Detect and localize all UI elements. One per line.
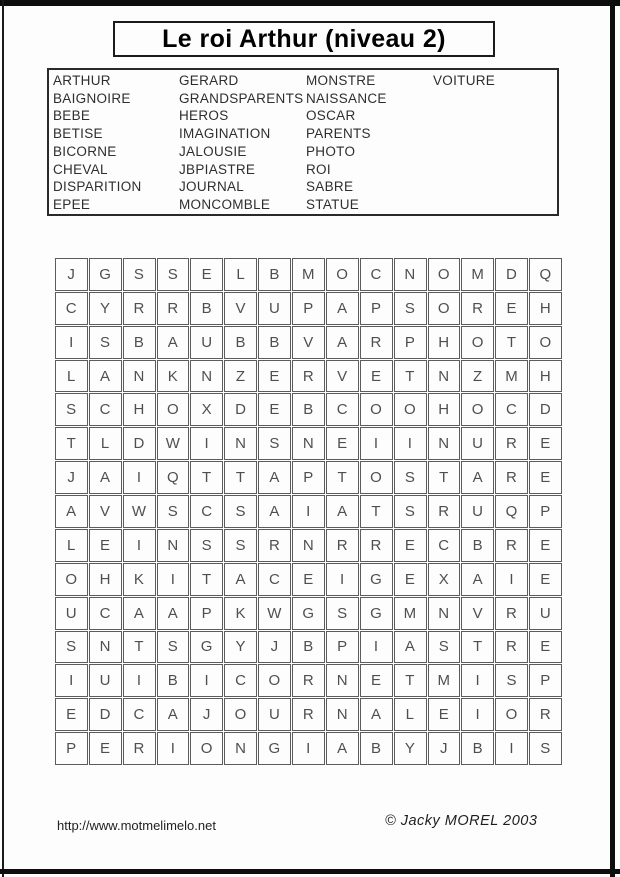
word-list-item: BEBE <box>53 108 91 124</box>
word-list-item: GRANDSPARENTS <box>179 90 304 106</box>
grid-cell: J <box>258 631 291 664</box>
word-list-item: VOITURE <box>433 73 496 88</box>
word-list-item: PHOTO <box>306 143 356 159</box>
grid-cell: S <box>326 597 359 630</box>
grid-cell: I <box>292 732 325 765</box>
grid-cell: O <box>55 563 88 596</box>
grid-cell: D <box>89 698 122 731</box>
grid-cell: G <box>89 258 122 291</box>
grid-cell: A <box>89 461 122 494</box>
grid-cell: R <box>157 292 190 325</box>
grid-cell: T <box>190 563 223 596</box>
grid-cell: K <box>123 563 156 596</box>
grid-cell: E <box>394 563 427 596</box>
grid-cell: R <box>360 326 393 359</box>
grid-cell: R <box>292 664 325 697</box>
grid-cell: I <box>123 461 156 494</box>
grid-cell: N <box>394 258 427 291</box>
grid-cell: T <box>461 631 494 664</box>
grid-cell: A <box>360 698 393 731</box>
grid-cell: I <box>55 664 88 697</box>
grid-cell: R <box>123 732 156 765</box>
grid-cell: D <box>123 427 156 460</box>
grid-cell: J <box>55 258 88 291</box>
grid-cell: B <box>292 631 325 664</box>
grid-cell: R <box>123 292 156 325</box>
grid-cell: A <box>326 326 359 359</box>
grid-cell: B <box>123 326 156 359</box>
grid-cell: A <box>157 597 190 630</box>
grid-cell: N <box>123 360 156 393</box>
grid-cell: D <box>495 258 528 291</box>
grid-cell: A <box>394 631 427 664</box>
grid-cell: X <box>428 563 461 596</box>
grid-cell: M <box>495 360 528 393</box>
grid-cell: R <box>529 698 562 731</box>
grid-cell: B <box>461 529 494 562</box>
grid-cell: C <box>224 664 257 697</box>
grid-cell: B <box>360 732 393 765</box>
grid-cell: U <box>258 698 291 731</box>
grid-cell: P <box>292 461 325 494</box>
grid-cell: Z <box>461 360 494 393</box>
grid-cell: T <box>190 461 223 494</box>
grid-cell: M <box>428 664 461 697</box>
grid-cell: R <box>495 461 528 494</box>
grid-cell: R <box>292 360 325 393</box>
grid-cell: E <box>258 393 291 426</box>
grid-cell: O <box>428 292 461 325</box>
grid-cell: A <box>258 461 291 494</box>
grid-cell: A <box>224 563 257 596</box>
grid-cell: I <box>292 495 325 528</box>
grid-cell: S <box>394 495 427 528</box>
grid-cell: S <box>224 495 257 528</box>
grid-cell: A <box>55 495 88 528</box>
grid-cell: Y <box>224 631 257 664</box>
grid-cell: E <box>55 698 88 731</box>
grid-cell: E <box>190 258 223 291</box>
grid-cell: U <box>461 427 494 460</box>
grid-cell: P <box>292 292 325 325</box>
grid-cell: V <box>224 292 257 325</box>
word-list-item: ARTHUR <box>53 73 111 88</box>
grid-cell: R <box>360 529 393 562</box>
grid-cell: A <box>89 360 122 393</box>
word-list-item: STATUE <box>306 196 360 212</box>
grid-cell: Y <box>394 732 427 765</box>
grid-cell: M <box>394 597 427 630</box>
grid-cell: A <box>461 563 494 596</box>
grid-cell: T <box>394 664 427 697</box>
grid-cell: G <box>190 631 223 664</box>
grid-cell: Q <box>157 461 190 494</box>
word-list-box <box>47 68 559 216</box>
page-border-left <box>2 0 4 877</box>
grid-cell: G <box>292 597 325 630</box>
grid-cell: S <box>89 326 122 359</box>
grid-cell: S <box>258 427 291 460</box>
word-list-item: DISPARITION <box>53 179 142 195</box>
grid-cell: B <box>157 664 190 697</box>
grid-cell: C <box>89 597 122 630</box>
grid-cell: J <box>55 461 88 494</box>
word-list-column-1 <box>53 72 179 214</box>
grid-cell: S <box>495 664 528 697</box>
grid-cell: B <box>461 732 494 765</box>
page-title: Le roi Arthur (niveau 2) <box>162 24 446 53</box>
grid-cell: V <box>292 326 325 359</box>
grid-cell: U <box>258 292 291 325</box>
grid-cell: H <box>428 326 461 359</box>
grid-cell: C <box>55 292 88 325</box>
grid-cell: H <box>89 563 122 596</box>
grid-cell: D <box>224 393 257 426</box>
grid-cell: O <box>495 698 528 731</box>
grid-cell: C <box>123 698 156 731</box>
grid-cell: T <box>394 360 427 393</box>
word-list-item: NAISSANCE <box>306 90 387 106</box>
grid-cell: O <box>461 393 494 426</box>
grid-cell: H <box>123 393 156 426</box>
grid-cell: S <box>529 732 562 765</box>
grid-cell: S <box>190 529 223 562</box>
grid-cell: S <box>394 292 427 325</box>
grid-cell: Z <box>224 360 257 393</box>
grid-cell: M <box>461 258 494 291</box>
grid-cell: R <box>495 597 528 630</box>
grid-cell: E <box>360 664 393 697</box>
grid-cell: N <box>292 529 325 562</box>
grid-cell: R <box>495 529 528 562</box>
grid-cell: N <box>157 529 190 562</box>
word-list-item: BAIGNOIRE <box>53 90 131 106</box>
grid-cell: I <box>157 563 190 596</box>
word-list-item: MONCOMBLE <box>179 196 271 212</box>
footer-url: http://www.motmelimelo.net <box>57 818 216 833</box>
grid-cell: P <box>190 597 223 630</box>
grid-cell: P <box>394 326 427 359</box>
grid-cell: E <box>89 732 122 765</box>
grid-cell: K <box>157 360 190 393</box>
grid-cell: O <box>360 393 393 426</box>
grid-cell: U <box>89 664 122 697</box>
grid-cell: P <box>529 664 562 697</box>
word-list-column-2 <box>179 72 306 214</box>
grid-cell: J <box>428 732 461 765</box>
grid-cell: B <box>258 258 291 291</box>
grid-cell: O <box>258 664 291 697</box>
grid-cell: Y <box>89 292 122 325</box>
grid-cell: A <box>461 461 494 494</box>
grid-cell: E <box>360 360 393 393</box>
grid-cell: R <box>258 529 291 562</box>
grid-cell: S <box>157 258 190 291</box>
grid-cell: N <box>326 698 359 731</box>
footer-copyright: © Jacky MOREL 2003 <box>385 813 538 829</box>
grid-cell: I <box>190 427 223 460</box>
word-list-column-3 <box>306 72 433 214</box>
grid-cell: U <box>190 326 223 359</box>
grid-cell: U <box>529 597 562 630</box>
grid-cell: E <box>326 427 359 460</box>
grid-cell: H <box>529 360 562 393</box>
grid-cell: S <box>224 529 257 562</box>
grid-cell: C <box>326 393 359 426</box>
grid-cell: E <box>394 529 427 562</box>
grid-cell: T <box>428 461 461 494</box>
grid-cell: E <box>529 563 562 596</box>
grid-cell: J <box>190 698 223 731</box>
grid-cell: N <box>292 427 325 460</box>
grid-cell: S <box>157 631 190 664</box>
grid-cell: O <box>394 393 427 426</box>
word-list-item: BICORNE <box>53 143 117 159</box>
grid-cell: B <box>190 292 223 325</box>
grid-cell: A <box>157 698 190 731</box>
grid-cell: I <box>55 326 88 359</box>
grid-cell: N <box>428 360 461 393</box>
page-border-bottom <box>0 869 620 874</box>
grid-cell: L <box>89 427 122 460</box>
grid-cell: D <box>529 393 562 426</box>
grid-cell: M <box>292 258 325 291</box>
grid-cell: E <box>292 563 325 596</box>
grid-cell: S <box>428 631 461 664</box>
grid-cell: A <box>326 732 359 765</box>
grid-cell: O <box>428 258 461 291</box>
grid-cell: L <box>55 360 88 393</box>
grid-cell: W <box>258 597 291 630</box>
grid-cell: E <box>258 360 291 393</box>
grid-cell: G <box>258 732 291 765</box>
grid-cell: T <box>123 631 156 664</box>
grid-cell: R <box>495 631 528 664</box>
grid-cell: Q <box>495 495 528 528</box>
grid-cell: T <box>495 326 528 359</box>
grid-cell: V <box>326 360 359 393</box>
title-box <box>113 21 495 57</box>
grid-cell: A <box>123 597 156 630</box>
grid-cell: T <box>326 461 359 494</box>
grid-cell: I <box>190 664 223 697</box>
grid-cell: X <box>190 393 223 426</box>
grid-cell: U <box>55 597 88 630</box>
grid-cell: S <box>123 258 156 291</box>
grid-cell: N <box>428 597 461 630</box>
grid-cell: E <box>529 427 562 460</box>
grid-cell: I <box>360 631 393 664</box>
grid-cell: H <box>428 393 461 426</box>
grid-cell: R <box>326 529 359 562</box>
grid-cell: C <box>360 258 393 291</box>
grid-cell: S <box>157 495 190 528</box>
grid-cell: R <box>428 495 461 528</box>
grid-cell: N <box>326 664 359 697</box>
grid-cell: L <box>224 258 257 291</box>
grid-cell: O <box>360 461 393 494</box>
grid-cell: S <box>394 461 427 494</box>
page-border-right <box>610 0 615 877</box>
grid-cell: I <box>157 732 190 765</box>
grid-cell: A <box>326 292 359 325</box>
grid-cell: I <box>461 664 494 697</box>
grid-cell: E <box>428 698 461 731</box>
grid-cell: R <box>292 698 325 731</box>
word-list-item: CHEVAL <box>53 161 108 177</box>
word-list-item: HEROS <box>179 108 229 124</box>
grid-cell: I <box>326 563 359 596</box>
grid-cell: H <box>529 292 562 325</box>
page-border-top <box>0 0 620 6</box>
word-list-item: SABRE <box>306 179 354 195</box>
grid-cell: B <box>292 393 325 426</box>
grid-cell: E <box>529 631 562 664</box>
grid-cell: S <box>55 631 88 664</box>
grid-cell: C <box>89 393 122 426</box>
grid-cell: I <box>495 732 528 765</box>
grid-cell: K <box>224 597 257 630</box>
grid-cell: E <box>529 461 562 494</box>
grid-cell: O <box>461 326 494 359</box>
grid-cell: O <box>529 326 562 359</box>
grid-cell: E <box>529 529 562 562</box>
grid-cell: N <box>89 631 122 664</box>
grid-cell: P <box>55 732 88 765</box>
word-list-item: IMAGINATION <box>179 126 271 142</box>
grid-cell: A <box>326 495 359 528</box>
grid-cell: Q <box>529 258 562 291</box>
grid-cell: P <box>360 292 393 325</box>
grid-cell: C <box>190 495 223 528</box>
grid-cell: R <box>495 427 528 460</box>
grid-cell: V <box>89 495 122 528</box>
letter-grid <box>55 258 562 765</box>
grid-cell: B <box>258 326 291 359</box>
word-list-item: MONSTRE <box>306 73 376 88</box>
grid-cell: P <box>326 631 359 664</box>
grid-cell: C <box>428 529 461 562</box>
grid-cell: V <box>461 597 494 630</box>
word-list-item: GERARD <box>179 73 239 88</box>
word-list-item: EPEE <box>53 196 91 212</box>
grid-cell: I <box>123 529 156 562</box>
grid-cell: L <box>394 698 427 731</box>
grid-cell: O <box>190 732 223 765</box>
grid-cell: U <box>461 495 494 528</box>
grid-cell: N <box>428 427 461 460</box>
grid-cell: N <box>190 360 223 393</box>
grid-cell: E <box>495 292 528 325</box>
grid-cell: N <box>224 732 257 765</box>
grid-cell: G <box>360 563 393 596</box>
grid-cell: I <box>495 563 528 596</box>
grid-cell: L <box>55 529 88 562</box>
word-list-item: ROI <box>306 161 331 177</box>
grid-cell: O <box>157 393 190 426</box>
word-list-item: BETISE <box>53 126 103 142</box>
word-list-item: JBPIASTRE <box>179 161 256 177</box>
word-list-item: JOURNAL <box>179 179 245 195</box>
grid-cell: C <box>495 393 528 426</box>
grid-cell: W <box>157 427 190 460</box>
grid-cell: E <box>89 529 122 562</box>
grid-cell: R <box>461 292 494 325</box>
grid-cell: O <box>224 698 257 731</box>
grid-cell: B <box>224 326 257 359</box>
grid-cell: T <box>360 495 393 528</box>
grid-cell: T <box>224 461 257 494</box>
grid-cell: C <box>258 563 291 596</box>
grid-cell: S <box>55 393 88 426</box>
word-list-item: PARENTS <box>306 126 371 142</box>
grid-cell: P <box>529 495 562 528</box>
word-list-item: OSCAR <box>306 108 356 124</box>
grid-cell: O <box>326 258 359 291</box>
grid-cell: N <box>224 427 257 460</box>
grid-cell: W <box>123 495 156 528</box>
grid-cell: A <box>258 495 291 528</box>
word-list-item: JALOUSIE <box>179 143 247 159</box>
grid-cell: G <box>360 597 393 630</box>
grid-cell: I <box>394 427 427 460</box>
grid-cell: I <box>123 664 156 697</box>
word-list-column-4 <box>433 72 557 214</box>
grid-cell: I <box>360 427 393 460</box>
grid-cell: T <box>55 427 88 460</box>
grid-cell: A <box>157 326 190 359</box>
grid-cell: I <box>461 698 494 731</box>
